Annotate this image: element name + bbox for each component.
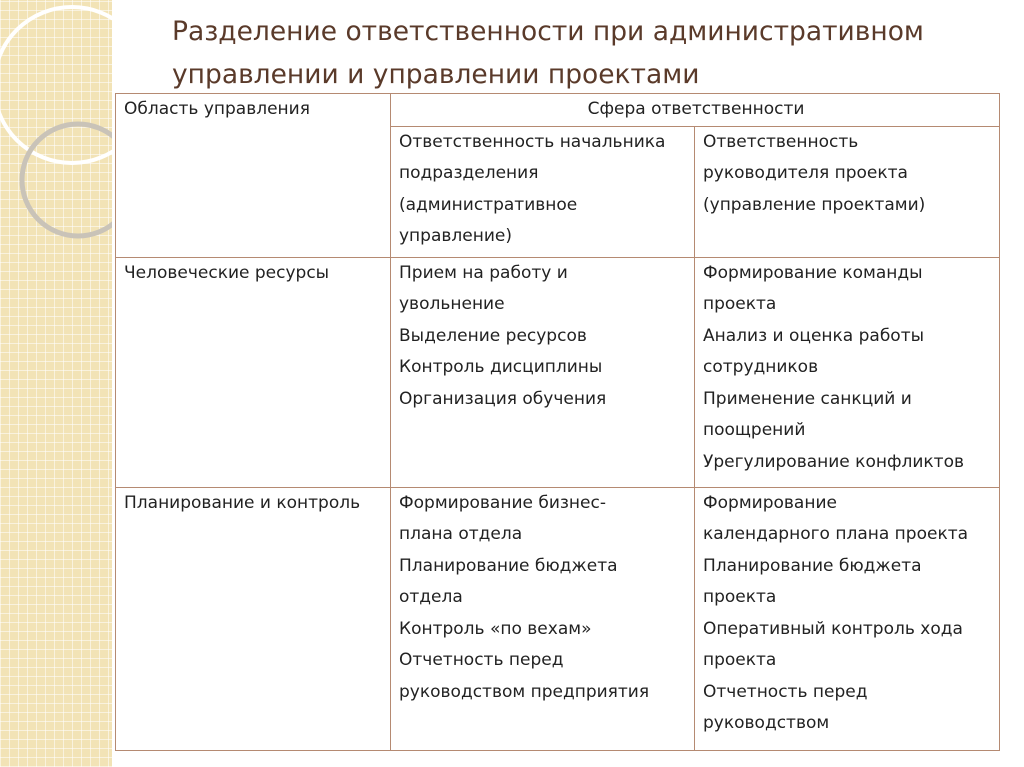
sphere-header-cell [391,94,1000,127]
table-row-planning-control [116,487,1000,750]
cell-line: проекта [703,294,777,314]
row-area-cell [116,487,391,750]
col-head-pm-line: Ответственность [703,131,859,152]
cell-line: руководством [703,713,830,733]
col-head-dept-line: (административное [399,194,578,215]
cell-line: увольнение [399,294,505,314]
ring-small [22,124,112,236]
cell-line: проекта [703,587,777,607]
table-row-human-resources [116,257,1000,487]
cell-line: Организация обучения [399,388,607,409]
decorative-rings [0,0,112,767]
header-row-1 [116,94,1000,127]
cell-line: сотрудников [703,357,819,377]
title-line-1: Разделение ответственности при административном [172,16,924,47]
cell-line: Формирование команды [703,262,923,283]
cell-line: Контроль «по вехам» [399,618,592,639]
row-pm-cell [695,257,1000,487]
row-pm-cell [695,487,1000,750]
title-line-2: управлении и управлении проектами [172,59,700,90]
cell-line: Урегулирование конфликтов [703,451,964,472]
page-title [172,10,992,96]
cell-line: Планирование бюджета [399,555,618,576]
cell-line: плана отдела [399,524,523,544]
cell-line: Выделение ресурсов [399,325,587,346]
row-head-cell [391,257,695,487]
row-area-cell [116,257,391,487]
cell-line: Контроль дисциплины [399,357,603,377]
cell-line: Применение санкций и [703,388,912,409]
col-head-pm-line: руководителя проекта [703,163,908,183]
cell-line: календарного плана проекта [703,524,969,544]
row-head-cell [391,487,695,750]
cell-line: Отчетность перед [703,681,868,702]
cell-line: отдела [399,587,463,607]
cell-line: Отчетность перед [399,650,564,670]
cell-line: руководством предприятия [399,681,650,702]
cell-line: Формирование бизнес- [399,492,606,513]
col-head-dept-cell [391,126,695,257]
cell-line: Формирование [703,492,837,513]
cell-line: Анализ и оценка работы [703,325,925,346]
col-head-pm-cell [695,126,1000,257]
col-head-dept-line: подразделения [399,163,539,183]
row-area-label: Планирование и контроль [124,492,361,513]
responsibility-table [115,93,1000,751]
cell-line: поощрений [703,420,806,440]
area-header: Область управления [124,99,310,119]
row-area-label: Человеческие ресурсы [124,262,330,283]
col-head-pm-line: (управление проектами) [703,194,926,215]
cell-line: проекта [703,650,777,670]
ring-large [0,7,112,163]
cell-line: Прием на работу и [399,262,568,283]
cell-line: Планирование бюджета [703,555,922,576]
decorative-side-panel [0,0,112,767]
area-header-cell [116,94,391,258]
col-head-dept-line: Ответственность начальника [399,131,666,152]
sphere-header: Сфера ответственности [587,99,805,119]
col-head-dept-line: управление) [399,226,512,246]
cell-line: Оперативный контроль хода [703,618,963,639]
